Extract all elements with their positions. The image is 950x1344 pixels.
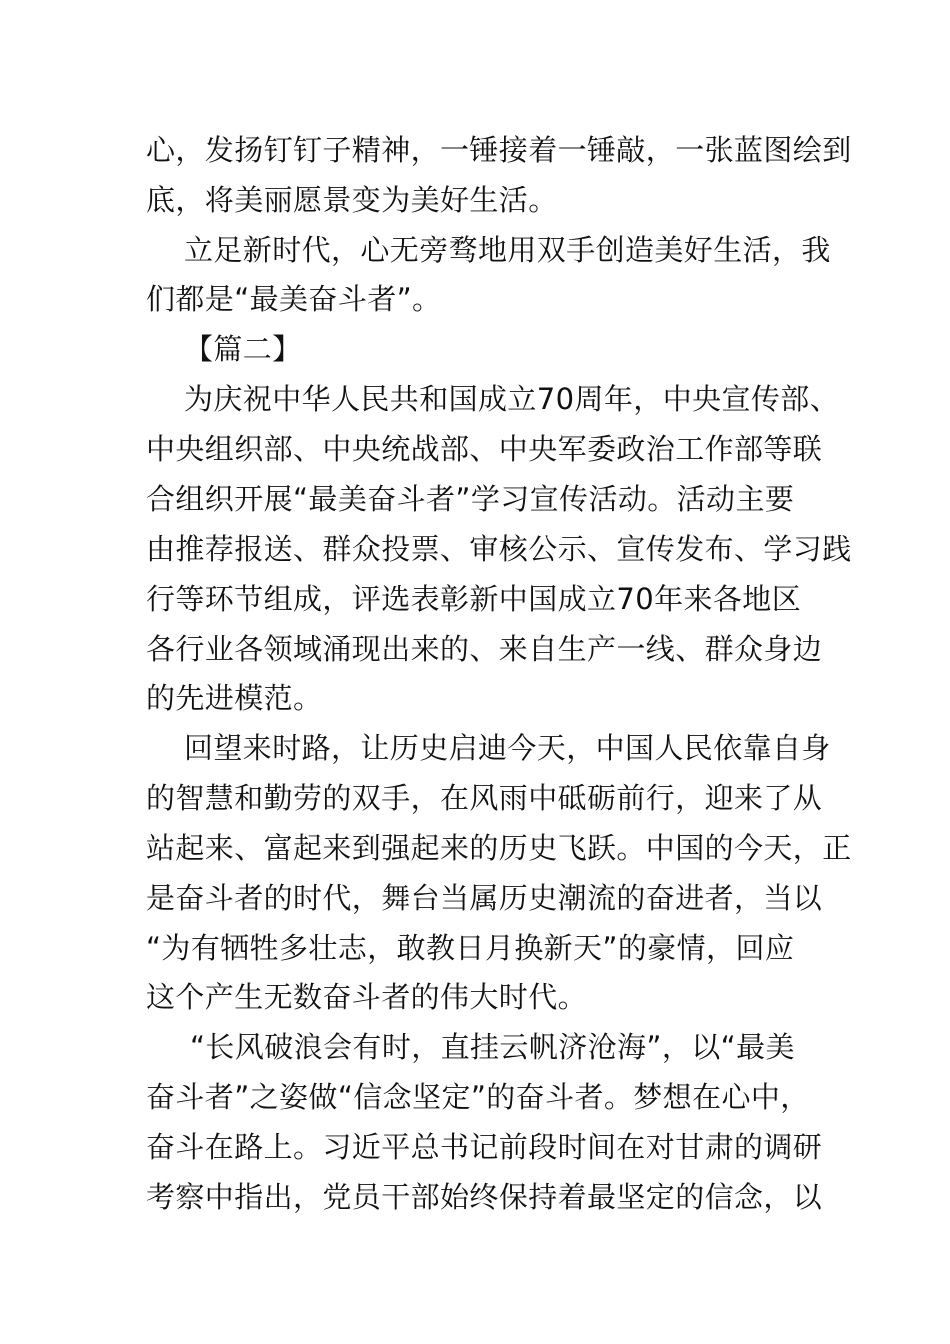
- text-line: “为有牺牲多壮志，敢教日月换新天”的豪情，回应: [146, 931, 795, 965]
- text-line: 合组织开展“最美奋斗者”学习宣传活动。活动主要: [146, 482, 795, 516]
- text-line: “长风破浪会有时，直挂云帆济沧海”，以“最美: [190, 1030, 795, 1064]
- text-line: 站起来、富起来到强起来的历史飞跃。中国的今天，正: [146, 831, 852, 865]
- text-line: 中央组织部、中央统战部、中央军委政治工作部等联: [146, 432, 823, 466]
- text-line: 心，发扬钉钉子精神，一锤接着一锤敲，一张蓝图绘到: [146, 133, 852, 167]
- text-line: 底，将美丽愿景变为美好生活。: [146, 183, 558, 217]
- text-line: 的智慧和勤劳的双手，在风雨中砥砺前行，迎来了从: [146, 781, 823, 815]
- text-line: 这个产生无数奋斗者的伟大时代。: [146, 980, 588, 1014]
- text-line: 为庆祝中华人民共和国成立70周年，中央宣传部、: [184, 382, 840, 416]
- text-line: 回望来时路，让历史启迪今天，中国人民依靠自身: [184, 731, 831, 765]
- text-line: 的先进模范。: [146, 681, 323, 715]
- text-line: 由推荐报送、群众投票、审核公示、宣传发布、学习践: [146, 532, 852, 566]
- text-line: 立足新时代，心无旁骛地用双手创造美好生活，我: [184, 233, 831, 267]
- text-line: 奋斗在路上。习近平总书记前段时间在对甘肃的调研: [146, 1130, 823, 1164]
- text-line: 们都是“最美奋斗者”。: [146, 282, 442, 316]
- section-heading: 【篇二】: [184, 332, 302, 366]
- text-line: 是奋斗者的时代，舞台当属历史潮流的奋进者，当以: [146, 881, 823, 915]
- text-line: 奋斗者”之姿做“信念坚定”的奋斗者。梦想在心中，: [146, 1080, 810, 1114]
- text-line: 考察中指出，党员干部始终保持着最坚定的信念，以: [146, 1180, 823, 1214]
- text-line: 各行业各领域涌现出来的、来自生产一线、群众身边: [146, 632, 823, 666]
- text-line: 行等环节组成，评选表彰新中国成立70年来各地区: [146, 582, 802, 616]
